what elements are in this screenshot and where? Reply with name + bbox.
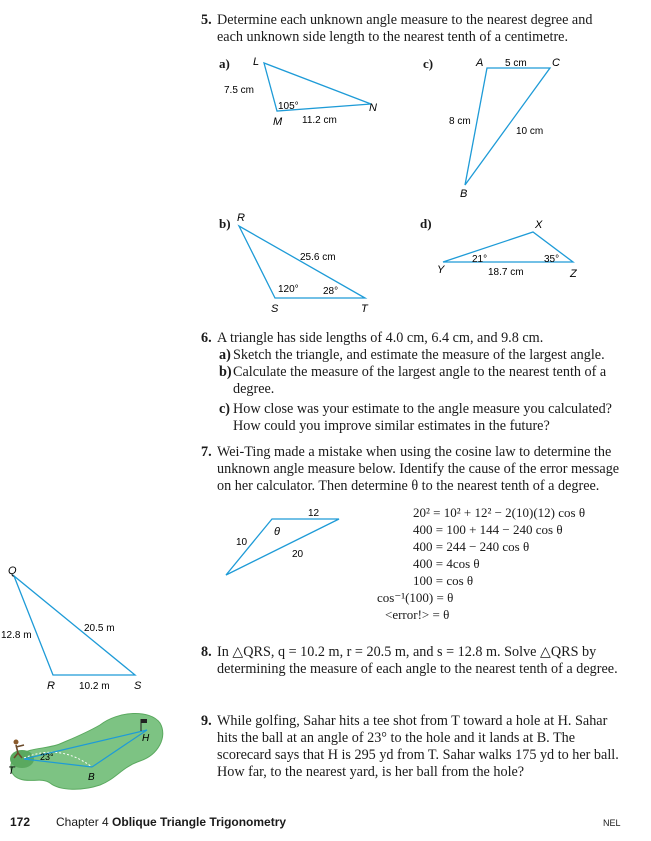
- question-7: [201, 444, 626, 495]
- angle-t-label: 28°: [323, 286, 339, 297]
- side-qr-label: 12.8 m: [1, 630, 32, 641]
- vertex-t-label: T: [8, 765, 15, 777]
- figure-5c-triangle: [440, 55, 580, 205]
- vertex-m-label: M: [273, 116, 283, 128]
- angle-y-label: 21°: [472, 254, 488, 265]
- question-5-text: Determine each unknown angle measure to the nearest degree and each unknown side length to the nearest tenth of a centimetre.: [217, 12, 593, 45]
- vertex-t-label: T: [361, 303, 368, 315]
- question-7-text: Wei-Ting made a mistake when using the cosine law to determine the unknown angle measure below. Identify the cause of the error message on her calculator. Then determine θ to the nearest tenth of a degree.: [217, 444, 620, 494]
- vertex-q-label: Q: [8, 565, 17, 577]
- angle-m-label: 105°: [278, 101, 299, 112]
- figure-8-triangle: [0, 562, 160, 692]
- vertex-r-label: R: [237, 212, 245, 224]
- side-bc-label: 10 cm: [516, 126, 544, 137]
- question-6-number: 6.: [201, 330, 212, 346]
- triangle-qrs: [14, 576, 135, 675]
- vertex-h-label: H: [142, 733, 150, 744]
- vertex-z-label: Z: [570, 268, 577, 280]
- question-7-number: 7.: [201, 444, 212, 460]
- question-6c-label: c): [219, 401, 231, 417]
- chapter-title: [56, 815, 286, 829]
- part-5a-label: a): [219, 56, 230, 71]
- question-6b-label: b): [219, 364, 232, 380]
- part-5c-label: c): [423, 56, 434, 71]
- vertex-n-label: N: [369, 102, 377, 114]
- part-5d-label: d): [420, 216, 432, 231]
- question-6b: [219, 364, 619, 398]
- equation-4: 400 = 4cos θ: [413, 556, 480, 571]
- question-6c: [219, 401, 624, 435]
- part-5b-label: b): [219, 216, 231, 231]
- vertex-r-label: R: [47, 680, 55, 692]
- side-10-label: 10: [236, 537, 248, 548]
- figure-5d-triangle: [425, 215, 595, 285]
- chapter-name: Oblique Triangle Trigonometry: [112, 815, 287, 829]
- question-9: [201, 713, 626, 781]
- vertex-s-label: S: [134, 680, 142, 692]
- vertex-x-label: X: [535, 219, 543, 231]
- question-6a-label: a): [219, 347, 231, 363]
- equation-2: 400 = 100 + 144 − 240 cos θ: [413, 522, 563, 537]
- publisher-label: NEL: [603, 818, 621, 828]
- question-6a: [219, 347, 619, 364]
- angle-z-label: 35°: [544, 254, 560, 265]
- vertex-a-label: A: [476, 57, 484, 69]
- figure-7-triangle: [222, 505, 352, 585]
- equation-6: cos⁻¹(100) = θ: [377, 590, 454, 605]
- side-12-label: 12: [308, 508, 320, 519]
- flag-icon: [141, 719, 147, 723]
- question-6b-text: Calculate the measure of the largest angle to the nearest tenth of a degree.: [233, 364, 607, 397]
- chapter-prefix: Chapter 4: [56, 815, 109, 829]
- vertex-l-label: L: [253, 56, 260, 68]
- figure-5b-triangle: [225, 212, 385, 317]
- question-5-number: 5.: [201, 12, 212, 28]
- side-ac-label: 5 cm: [505, 58, 527, 69]
- side-qs-label: 20.5 m: [84, 623, 115, 634]
- figure-9-golf: [0, 703, 170, 793]
- question-6-text: A triangle has side lengths of 4.0 cm, 6.4 cm, and 9.8 cm.: [217, 330, 544, 346]
- green-area: [11, 713, 163, 789]
- question-6a-text: Sketch the triangle, and estimate the measure of the largest angle.: [233, 347, 605, 363]
- angle-s-label: 120°: [278, 284, 299, 295]
- angle-23-label: 23°: [40, 752, 54, 762]
- vertex-c-label: C: [552, 57, 560, 69]
- figure-5a-triangle: [222, 50, 382, 135]
- equation-3: 400 = 244 − 240 cos θ: [413, 539, 530, 554]
- question-8-number: 8.: [201, 644, 212, 660]
- question-8: [201, 644, 626, 678]
- question-8-text: In △QRS, q = 10.2 m, r = 20.5 m, and s = 12.8 m. Solve △QRS by determining the measure of each angle to the nearest tenth of a degree.: [217, 644, 618, 677]
- side-mn-label: 11.2 cm: [302, 115, 337, 126]
- side-rt-label: 25.6 cm: [300, 252, 336, 263]
- vertex-b-label: B: [88, 772, 95, 783]
- theta-label: θ: [274, 526, 280, 538]
- vertex-s-label: S: [271, 303, 279, 315]
- question-9-text: While golfing, Sahar hits a tee shot from T toward a hole at H. Sahar hits the ball at an angle of 23° to the hole and it lands at B. The scorecard says that H is 295 yd from T. Sahar walks 175 yd to her ball. How far, to the nearest yard, is her ball from the hole?: [217, 713, 619, 780]
- side-rs-label: 10.2 m: [79, 681, 110, 692]
- vertex-y-label: Y: [437, 264, 445, 276]
- question-6: [201, 330, 626, 347]
- side-lm-label: 7.5 cm: [224, 85, 255, 96]
- side-20-label: 20: [292, 549, 304, 560]
- side-yz-label: 18.7 cm: [488, 267, 524, 278]
- equation-5: 100 = cos θ: [413, 573, 474, 588]
- vertex-b-label: B: [460, 188, 468, 200]
- equation-1: 20² = 10² + 12² − 2(10)(12) cos θ: [413, 505, 586, 520]
- equation-7: <error!> = θ: [385, 607, 450, 622]
- question-5: [201, 12, 621, 46]
- question-6c-text: How close was your estimate to the angle measure you calculated? How could you improve similar estimates in the future?: [233, 401, 612, 434]
- question-9-number: 9.: [201, 713, 212, 729]
- side-ab-label: 8 cm: [449, 116, 471, 127]
- page-number: 172: [10, 815, 31, 829]
